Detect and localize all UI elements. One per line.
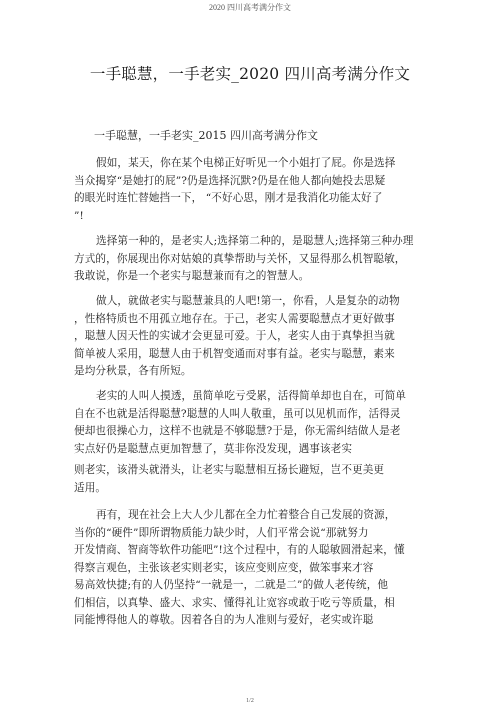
paragraph-line: 同能博得他人的尊敬。因着各自的为人准则与爱好，老实或许聪 xyxy=(74,614,374,626)
paragraph-3 xyxy=(74,293,434,381)
paragraph-line: 自在不也就是活得聪慧?聪慧的人叫人敬重，虽可以见机而作，活得灵 xyxy=(74,407,401,420)
page-header: 2020 四川高考满分作文 xyxy=(209,3,291,12)
paragraph-line: ，聪慧人因天性的实诚才会更显可爱。于人，老实人由于真挚担当就 xyxy=(74,330,395,342)
paragraph-6 xyxy=(74,507,434,577)
paragraph-line: 的眼光时连忙替她挡一下， “不好心思，刚才是我消化功能太好了 xyxy=(74,192,383,204)
document-subtitle: 一手聪慧，一手老实_2015 四川高考满分作文 xyxy=(94,129,318,142)
paragraph-line: 当众揭穿“是她打的屁”?仍是选择沉默?仍是在他人都向她投去思疑 xyxy=(74,174,386,187)
paragraph-line: 老实的人叫人摸透，虽简单吃亏受累，活得简单却也自在，可简单 xyxy=(96,390,407,402)
paragraph-1 xyxy=(74,155,434,225)
paragraph-line: 简单被人采用，聪慧人由于机智变通而对事有益。老实与聪慧，素来 xyxy=(74,347,395,360)
paragraph-7 xyxy=(74,577,434,630)
paragraph-line: 便却也很操心力，这样不也就是不够聪慧?于是，你无需纠结做人是老 xyxy=(74,425,401,437)
paragraph-line: 当你的“硬件”即所谓物质能力缺少时，人们平常会说“那就努力 xyxy=(74,526,369,539)
paragraph-line: 易高效快捷;有的人仍坚持“一就是一，二就是二”的做人老传统，他 xyxy=(74,579,389,591)
paragraph-line: 开发情商、智商等软件功能吧”!这个过程中，有的人聪敏圆滑起来，懂 xyxy=(74,544,405,556)
paragraph-line: ，性格特质也不用孤立地存在。于己，老实人需要聪慧点才更好做事 xyxy=(74,312,395,325)
paragraph-line: 们相信，以真挚、盛大、求实、懂得礼让宽容或敢于吃亏等质量，相 xyxy=(74,596,395,609)
paragraph-line: 选择第一种的，是老实人;选择第二种的，是聪慧人;选择第三种办理 xyxy=(96,235,414,247)
paragraph-line: ”! xyxy=(74,209,84,222)
paragraph-line: 是均分秋景，各有所短。 xyxy=(74,365,192,377)
paragraph-line: 则老实，该滑头就滑头，让老实与聪慧相互扬长避短，岂不更美更 xyxy=(74,464,385,476)
paragraph-line: 方式的，你展现出你对姑娘的真挚帮助与关怀，又显得那么机智聪敏， xyxy=(74,252,406,265)
document-title: 一手聪慧，一手老实_2020 四川高考满分作文 xyxy=(89,65,411,83)
paragraph-line: 假如，某天，你在某个电梯正好听见一个小姐打了屁。你是选择 xyxy=(96,157,396,169)
paragraph-line: 适用。 xyxy=(74,481,107,494)
paragraph-line: 实点好仍是聪慧点更加智慧了，莫非你没发现，遇事该老实 xyxy=(74,442,353,455)
paragraph-2 xyxy=(74,233,434,286)
paragraph-line: 做人，就做老实与聪慧兼具的人吧!第一，你看，人是复杂的动物 xyxy=(96,295,400,307)
paragraph-4 xyxy=(74,388,434,458)
paragraph-line: 我敢说，你是一个老实与聪慧兼而有之的智慧人。 xyxy=(74,270,310,282)
paragraph-5 xyxy=(74,462,434,497)
paragraph-line: 再有，现在社会上大人少儿都在全力忙着整合自己发展的资源， xyxy=(96,509,396,521)
page-number: 1/2 xyxy=(246,698,254,704)
paragraph-line: 得察言观色，主张该老实则老实，该应变则应变，做笨事来才容 xyxy=(74,561,374,574)
